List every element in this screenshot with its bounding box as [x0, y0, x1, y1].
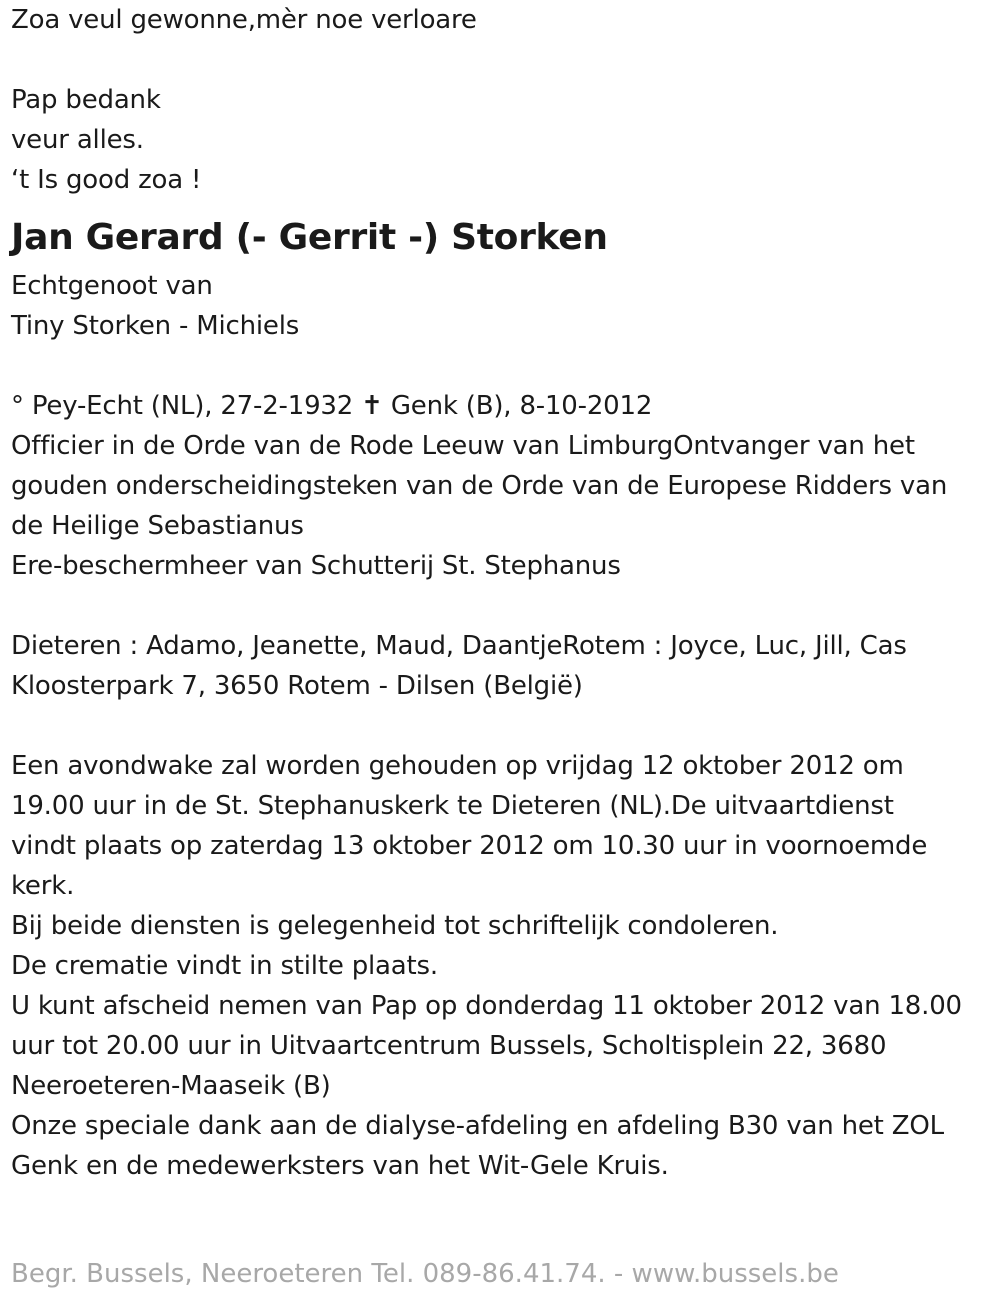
honors-line: Officier in de Orde van de Rode Leeuw van LimburgOntvanger van het — [11, 431, 915, 461]
deceased-name: Jan Gerard (- Gerrit -) Storken — [11, 217, 608, 258]
family-block — [11, 626, 991, 706]
spacer — [11, 706, 991, 746]
honors-line: gouden onderscheidingsteken van de Orde van de Europese Ridders van — [11, 471, 948, 501]
spacer — [11, 586, 991, 626]
service-line: vindt plaats op zaterdag 13 oktober 2012 om 10.30 uur in voornoemde — [11, 831, 928, 861]
birth-info: ° Pey-Echt (NL), 27-2-1932 — [11, 391, 354, 421]
service-line: De crematie vindt in stilte plaats. — [11, 951, 438, 981]
spacer — [11, 40, 991, 80]
family-line: Dieteren : Adamo, Jeanette, Maud, DaantjeRotem : Joyce, Luc, Jill, Cas — [11, 631, 907, 661]
motto-block — [11, 0, 991, 200]
death-info: Genk (B), 8-10-2012 — [390, 391, 653, 421]
family-address: Kloosterpark 7, 3650 Rotem - Dilsen (België) — [11, 671, 583, 701]
honors-line: de Heilige Sebastianus — [11, 511, 304, 541]
spouse-name: Tiny Storken - Michiels — [11, 311, 300, 341]
service-line: kerk. — [11, 871, 75, 901]
honors-block — [11, 426, 991, 586]
relation-text: Echtgenoot van — [11, 271, 213, 301]
motto-line: Zoa veul gewonne,mèr noe verloare — [11, 5, 477, 35]
motto-line: veur alles. — [11, 125, 144, 155]
cross-icon: ✝ — [361, 391, 383, 421]
service-block — [11, 746, 991, 1186]
service-line: U kunt afscheid nemen van Pap op donderdag 11 oktober 2012 van 18.00 — [11, 991, 962, 1021]
life-dates — [11, 386, 991, 426]
service-line: Bij beide diensten is gelegenheid tot schriftelijk condoleren. — [11, 911, 779, 941]
service-line: Genk en de medewerksters van het Wit-Gele Kruis. — [11, 1151, 669, 1181]
obituary-notice — [11, 0, 991, 1186]
service-line: Een avondwake zal worden gehouden op vrijdag 12 oktober 2012 om — [11, 751, 904, 781]
service-line: Onze speciale dank aan de dialyse-afdeling en afdeling B30 van het ZOL — [11, 1111, 944, 1141]
motto-line: ‘t Is good zoa ! — [11, 165, 202, 195]
funeral-home-footer: Begr. Bussels, Neeroeteren Tel. 089-86.41.74. - www.bussels.be — [11, 1259, 839, 1289]
motto-line: Pap bedank — [11, 85, 161, 115]
service-line: Neeroeteren-Maaseik (B) — [11, 1071, 331, 1101]
spacer — [11, 346, 991, 386]
honors-line: Ere-beschermheer van Schutterij St. Stephanus — [11, 551, 621, 581]
service-line: uur tot 20.00 uur in Uitvaartcentrum Bussels, Scholtisplein 22, 3680 — [11, 1031, 887, 1061]
service-line: 19.00 uur in de St. Stephanuskerk te Dieteren (NL).De uitvaartdienst — [11, 791, 894, 821]
